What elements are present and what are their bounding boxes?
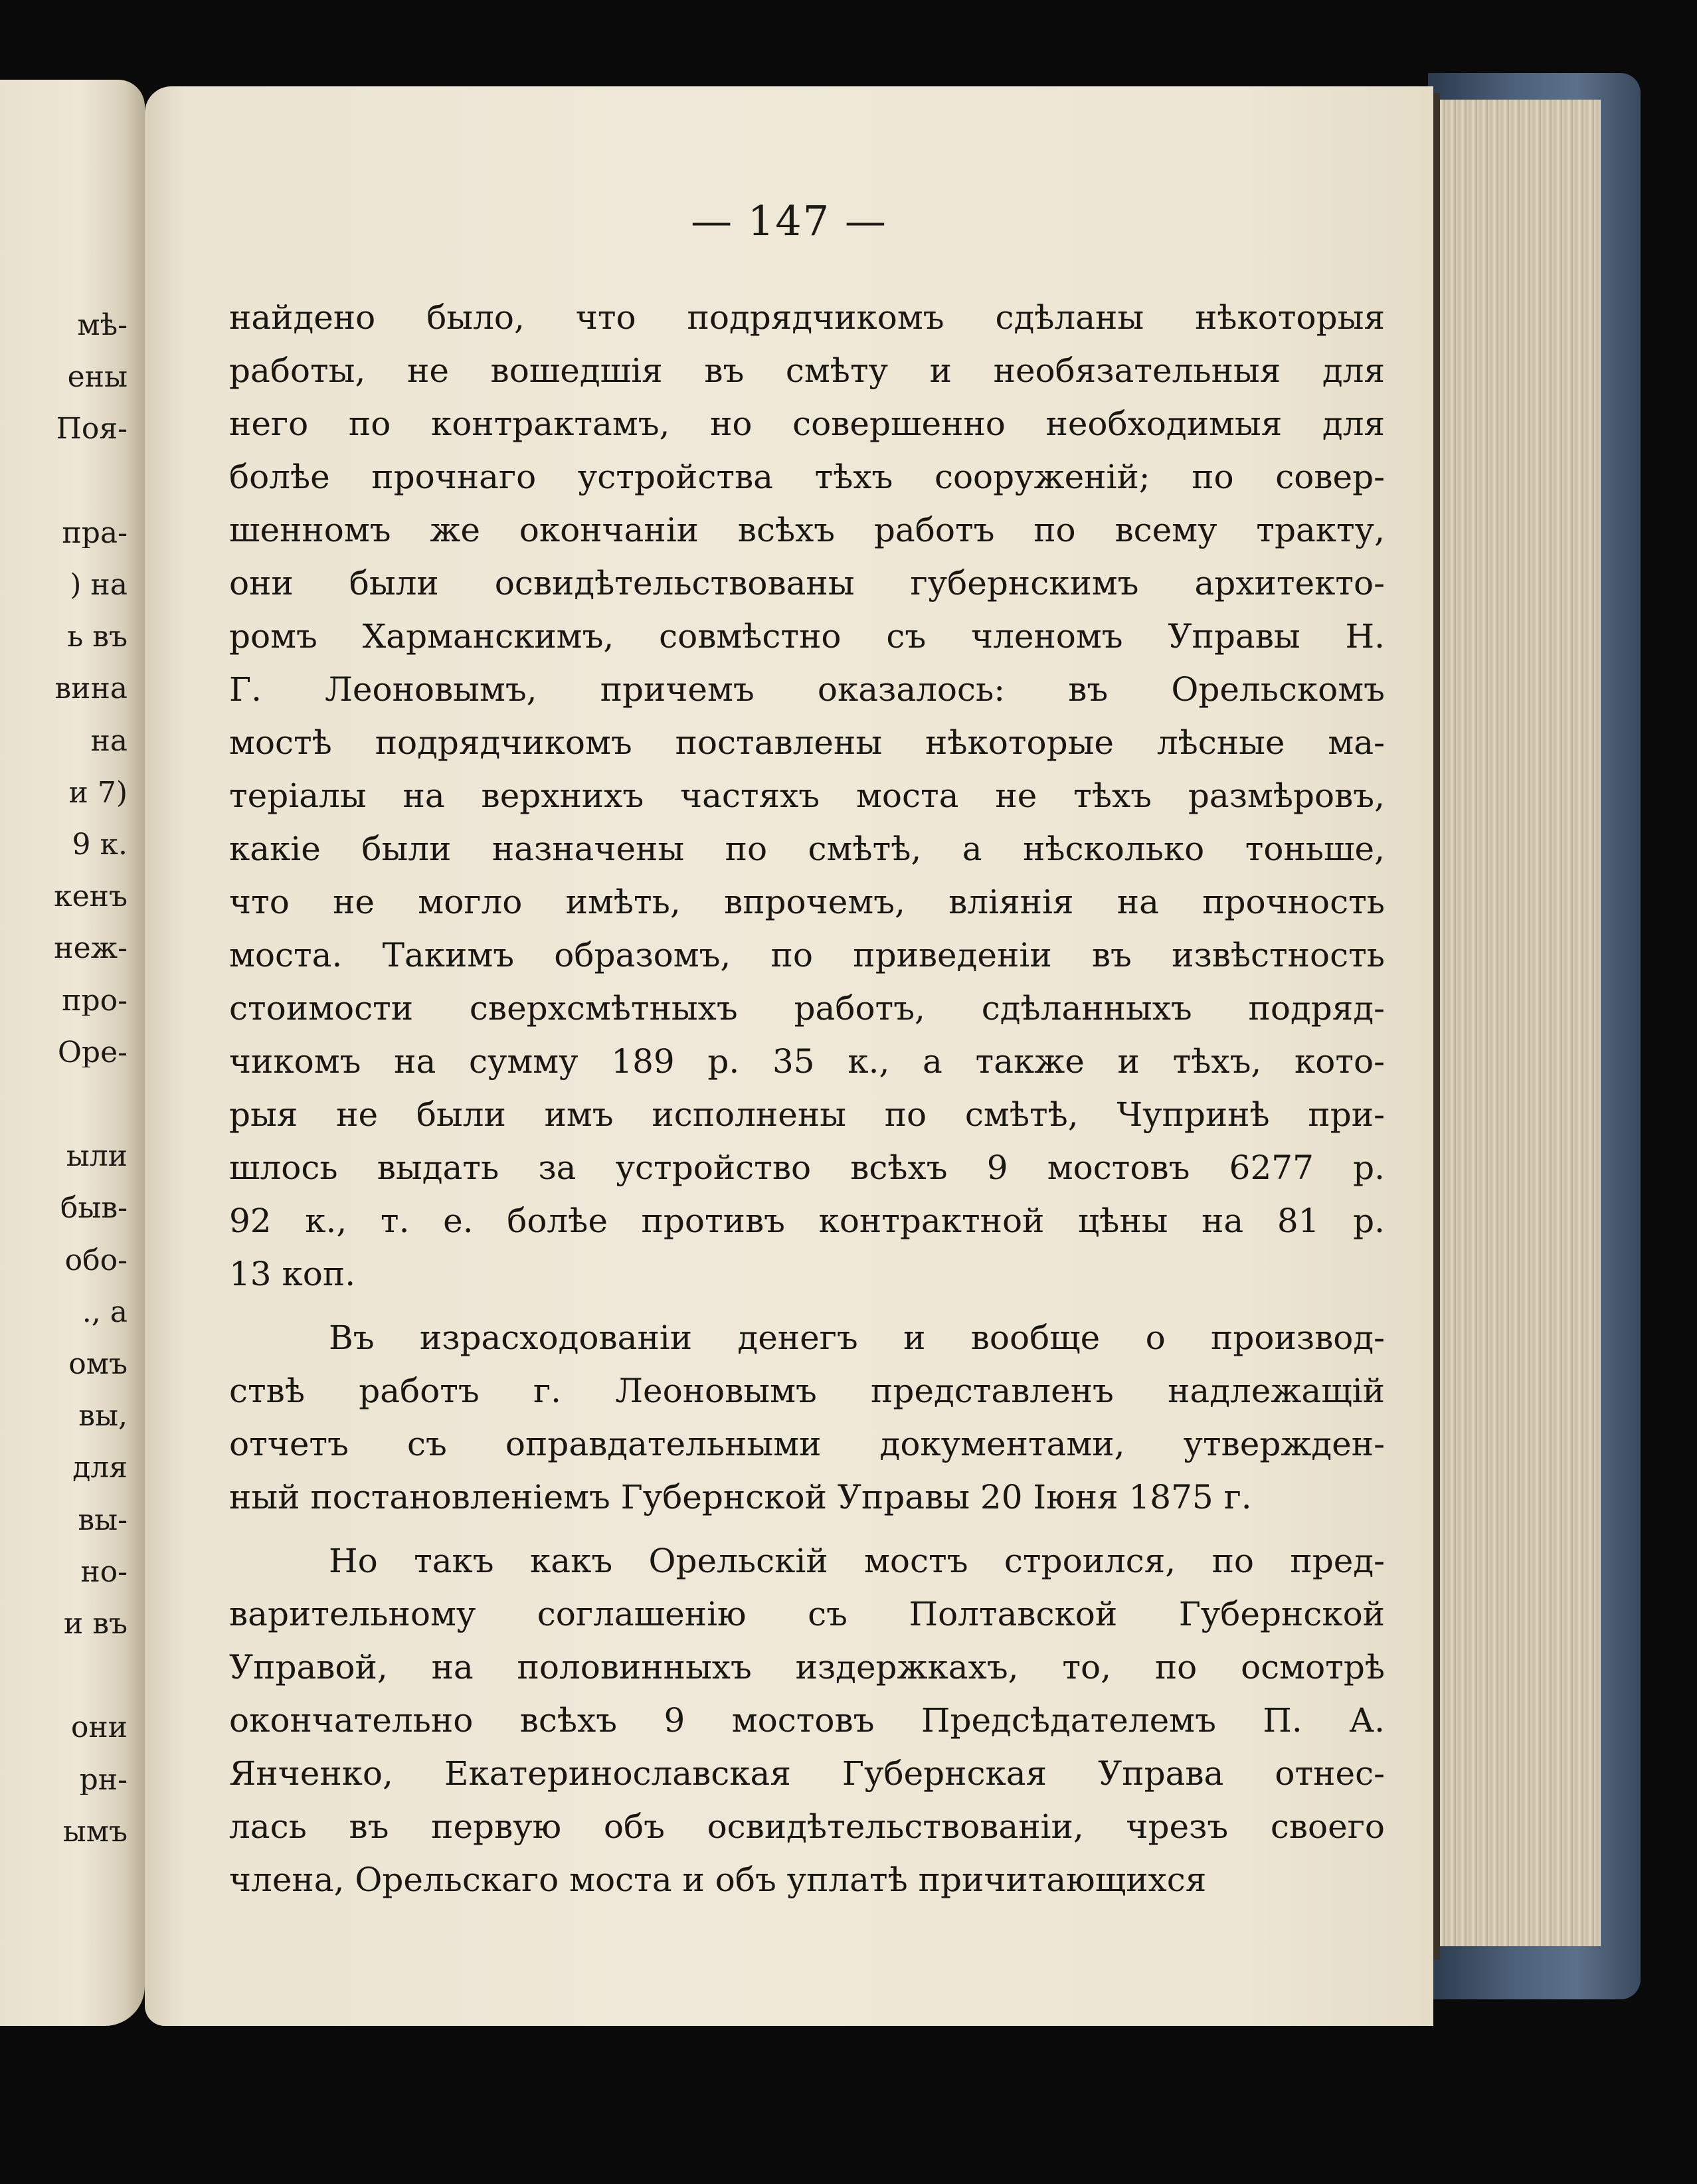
text-line: него по контрактамъ, но совершенно необходимыя для <box>229 405 1385 443</box>
left-page-line: ., а <box>82 1297 128 1327</box>
text-line: стоимости сверхсмѣтныхъ работъ, сдѣланныхъ подряд- <box>229 989 1385 1028</box>
left-page-line: и 7) <box>68 778 128 808</box>
text-line: Г. Леоновымъ, причемъ оказалось: въ Орельскомъ <box>229 670 1385 709</box>
left-page-line: но- <box>80 1557 128 1587</box>
text-line: варительному соглашенію съ Полтавской Губернской <box>229 1595 1385 1633</box>
text-line: что не могло имѣть, впрочемъ, вліянія на прочность <box>229 883 1385 921</box>
left-page-line: мѣ- <box>77 311 128 340</box>
left-page-line: неж- <box>54 934 128 964</box>
text-line: отчетъ съ оправдательными документами, утвержден- <box>229 1425 1385 1463</box>
left-page-line: про- <box>62 986 128 1016</box>
text-line: члена, Орельскаго моста и объ уплатѣ причитающихся <box>229 1861 1207 1899</box>
paragraph <box>229 291 1385 1301</box>
text-line: 13 коп. <box>229 1255 356 1293</box>
text-line: теріалы на верхнихъ частяхъ моста не тѣхъ размѣровъ, <box>229 776 1385 815</box>
left-page-line: ь въ <box>67 622 128 652</box>
left-page-line: омъ <box>68 1350 128 1379</box>
text-line: найдено было, что подрядчикомъ сдѣланы нѣкоторыя <box>229 298 1385 337</box>
left-page-line: 9 к. <box>72 830 128 860</box>
left-page-line: быв- <box>60 1194 128 1224</box>
text-line: шлось выдать за устройство всѣхъ 9 мостовъ 6277 р. <box>229 1148 1385 1187</box>
left-page-line: Оре- <box>57 1038 128 1067</box>
page-number: — 147 — <box>691 197 887 245</box>
left-page-line: кенъ <box>54 882 128 912</box>
text-line: Янченко, Екатеринославская Губернская Управа отнес- <box>229 1754 1385 1793</box>
text-line: ромъ Харманскимъ, совмѣстно съ членомъ Управы Н. <box>229 617 1385 656</box>
left-page-line: на <box>90 726 128 756</box>
text-line: чикомъ на сумму 189 р. 35 к., а также и тѣхъ, кото- <box>229 1042 1385 1081</box>
text-line: ствѣ работъ г. Леоновымъ представленъ надлежащій <box>229 1372 1385 1410</box>
left-page-line: вы, <box>78 1402 128 1431</box>
text-line: мостѣ подрядчикомъ поставлены нѣкоторые лѣсные ма- <box>229 723 1385 762</box>
left-page-line: для <box>72 1453 128 1483</box>
left-page-line: и въ <box>63 1609 128 1639</box>
page-body-text <box>229 291 1385 1906</box>
text-line: 92 к., т. е. болѣе противъ контрактной цѣны на 81 р. <box>229 1202 1385 1240</box>
left-page-line: обо- <box>64 1245 128 1275</box>
text-line: моста. Такимъ образомъ, по приведеніи въ извѣстность <box>229 936 1385 974</box>
paragraph-gap <box>229 1524 1385 1534</box>
text-line: ный постановленіемъ Губернской Управы 20 Іюня 1875 г. <box>229 1478 1252 1516</box>
left-page-line: ымъ <box>62 1817 128 1847</box>
text-line: Въ израсходованіи денегъ и вообще о производ- <box>329 1319 1385 1357</box>
left-page-line: пра- <box>62 518 128 548</box>
book-page <box>145 86 1433 2026</box>
left-page-line: вина <box>54 674 128 704</box>
text-line: шенномъ же окончаніи всѣхъ работъ по всему тракту, <box>229 511 1385 549</box>
text-line: какіе были назначены по смѣтѣ, а нѣсколько тоньше, <box>229 830 1385 868</box>
text-line: они были освидѣтельствованы губернскимъ архитекто- <box>229 564 1385 602</box>
left-page-line: ыли <box>66 1142 128 1172</box>
text-line: лась въ первую объ освидѣтельствованіи, чрезъ своего <box>229 1807 1385 1846</box>
text-line: Управой, на половинныхъ издержкахъ, то, по осмотрѣ <box>229 1648 1385 1686</box>
text-line: болѣе прочнаго устройства тѣхъ сооруженій; по совер- <box>229 458 1385 496</box>
paragraph-gap <box>229 1301 1385 1311</box>
text-line: работы, не вошедшія въ смѣту и необязательныя для <box>229 351 1385 390</box>
left-page-line: ены <box>67 363 128 393</box>
text-line: окончательно всѣхъ 9 мостовъ Предсѣдателемъ П. А. <box>229 1701 1385 1740</box>
paragraph <box>229 1534 1385 1906</box>
page-stack <box>1435 100 1601 1946</box>
left-page-line: вы- <box>78 1505 128 1535</box>
left-page-line: Поя- <box>56 414 128 444</box>
left-page-line: они <box>70 1713 128 1743</box>
left-facing-page <box>0 80 145 2026</box>
left-page-line: рн- <box>79 1765 128 1795</box>
left-page-line: ) на <box>70 571 128 600</box>
text-line: рыя не были имъ исполнены по смѣтѣ, Чупринѣ при- <box>229 1095 1385 1134</box>
text-line: Но такъ какъ Орельскій мостъ строился, по пред- <box>329 1542 1385 1580</box>
paragraph <box>229 1311 1385 1524</box>
